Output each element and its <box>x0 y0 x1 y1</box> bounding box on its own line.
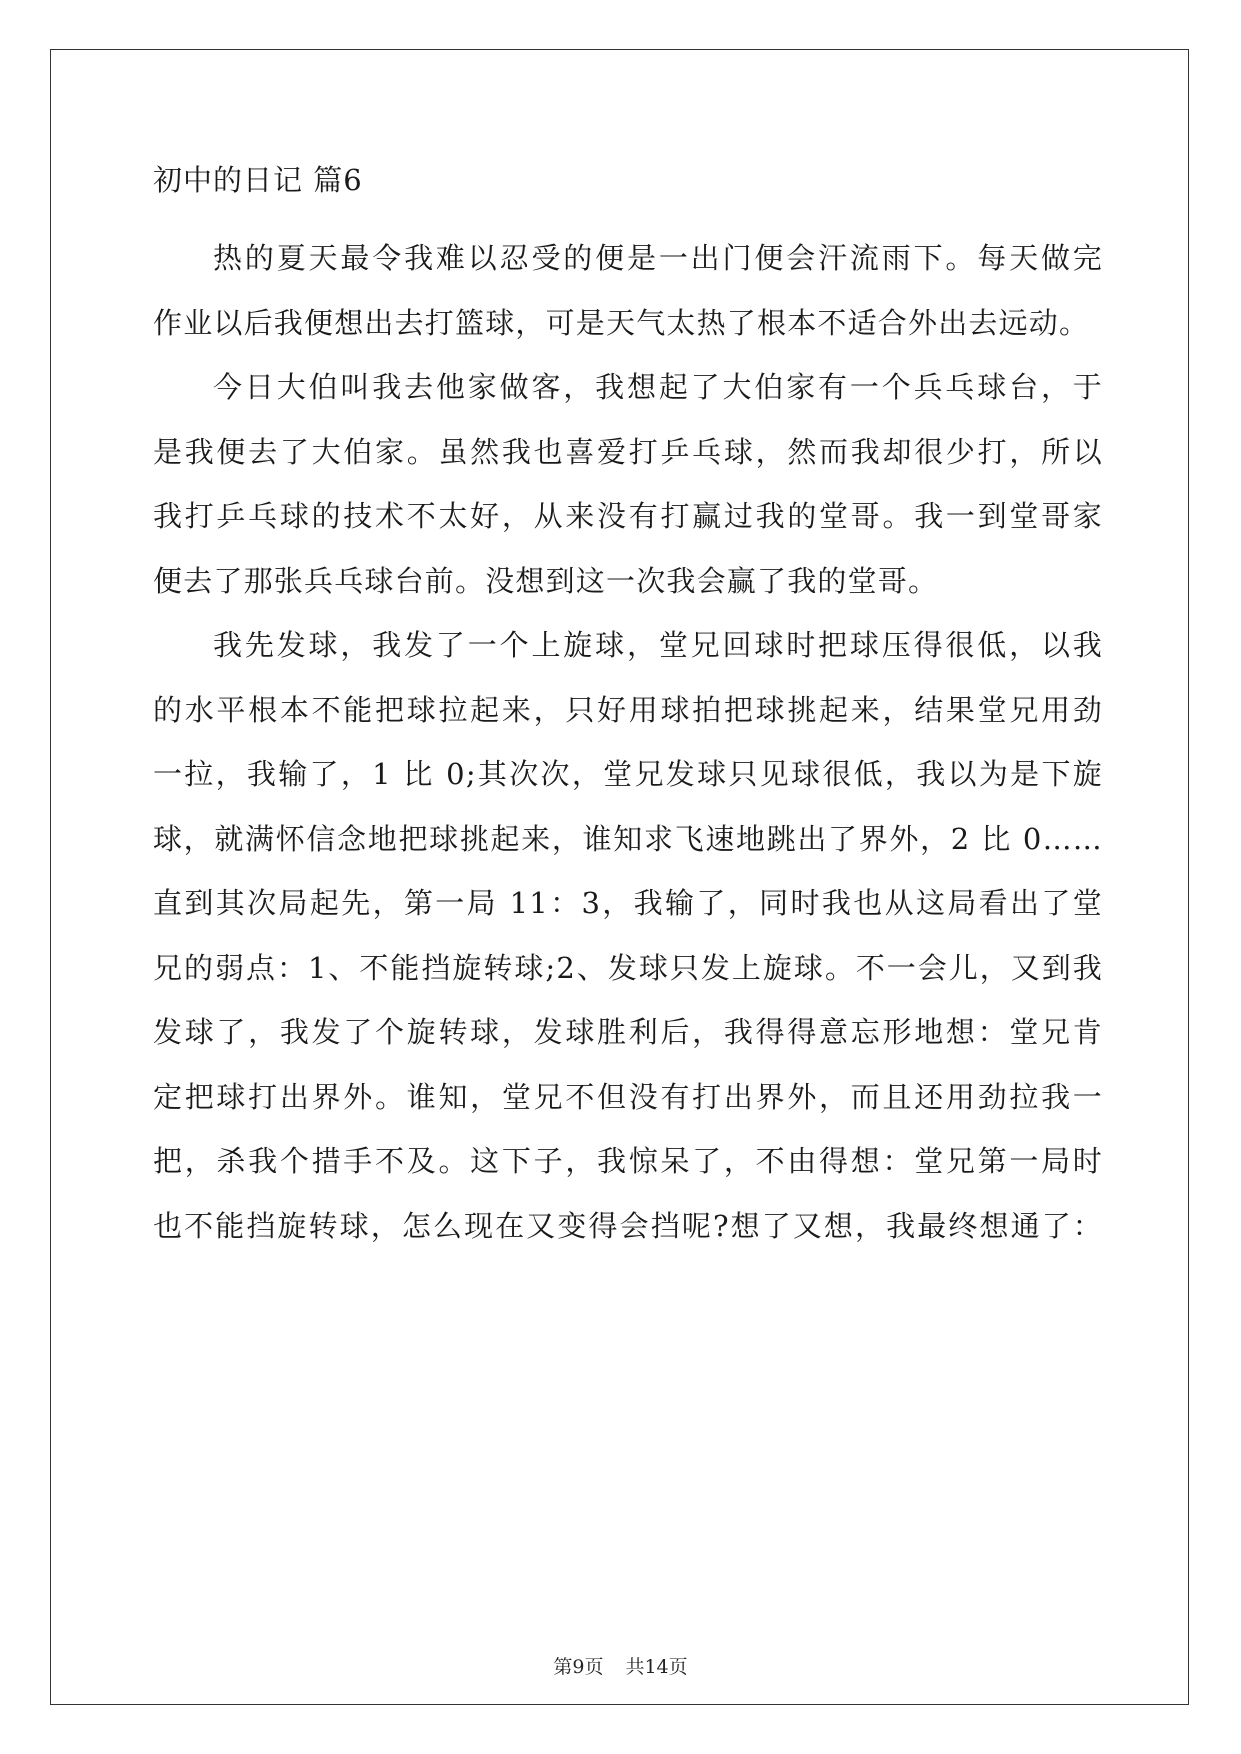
page-footer <box>0 1655 1241 1679</box>
text-line: 是我便去了大伯家。虽然我也喜爱打乒乓球，然而我却很少打，所以 <box>153 434 1103 469</box>
paragraph-1 <box>153 226 1103 355</box>
text-line: 一拉，我输了，1 比 0;其次次，堂兄发球只见球很低，我以为是下旋 <box>153 757 1103 791</box>
text-line: 作业以后我便想出去打篮球，可是天气太热了根本不适合外出去远动。 <box>153 305 1090 340</box>
text-line: 也不能挡旋转球，怎么现在又变得会挡呢?想了又想，我最终想通了： <box>153 1208 1103 1243</box>
paragraph-2 <box>153 355 1103 613</box>
text-line: 把，杀我个措手不及。这下子，我惊呆了，不由得想：堂兄第一局时 <box>153 1144 1103 1178</box>
text-line: 热的夏天最令我难以忍受的便是一出门便会汗流雨下。每天做完 <box>213 241 1103 275</box>
text-line: 直到其次局起先，第一局 11：3，我输了，同时我也从这局看出了堂 <box>153 886 1103 920</box>
paragraph-3 <box>153 613 1103 1258</box>
document-heading: 初中的日记 篇6 <box>153 163 363 197</box>
text-line: 发球了，我发了个旋转球，发球胜利后，我得得意忘形地想：堂兄肯 <box>153 1015 1103 1049</box>
text-line: 定把球打出界外。谁知，堂兄不但没有打出界外，而且还用劲拉我一 <box>153 1079 1103 1114</box>
page-total: 共14页 <box>625 1656 688 1678</box>
text-line: 兄的弱点：1、不能挡旋转球;2、发球只发上旋球。不一会儿，又到我 <box>153 950 1103 985</box>
text-line: 的水平根本不能把球拉起来，只好用球拍把球挑起来，结果堂兄用劲 <box>153 692 1103 727</box>
text-line: 我打乒乓球的技术不太好，从来没有打赢过我的堂哥。我一到堂哥家 <box>153 499 1103 533</box>
text-line: 便去了那张兵乓球台前。没想到这一次我会赢了我的堂哥。 <box>153 563 939 598</box>
text-line: 我先发球，我发了一个上旋球，堂兄回球时把球压得很低，以我 <box>213 628 1103 662</box>
text-line: 球，就满怀信念地把球挑起来，谁知求飞速地跳出了界外，2 比 0…… <box>153 821 1103 856</box>
document-body <box>153 160 1103 1258</box>
text-line: 今日大伯叫我去他家做客，我想起了大伯家有一个兵乓球台，于 <box>213 370 1103 404</box>
page-number: 第9页 <box>553 1656 604 1678</box>
